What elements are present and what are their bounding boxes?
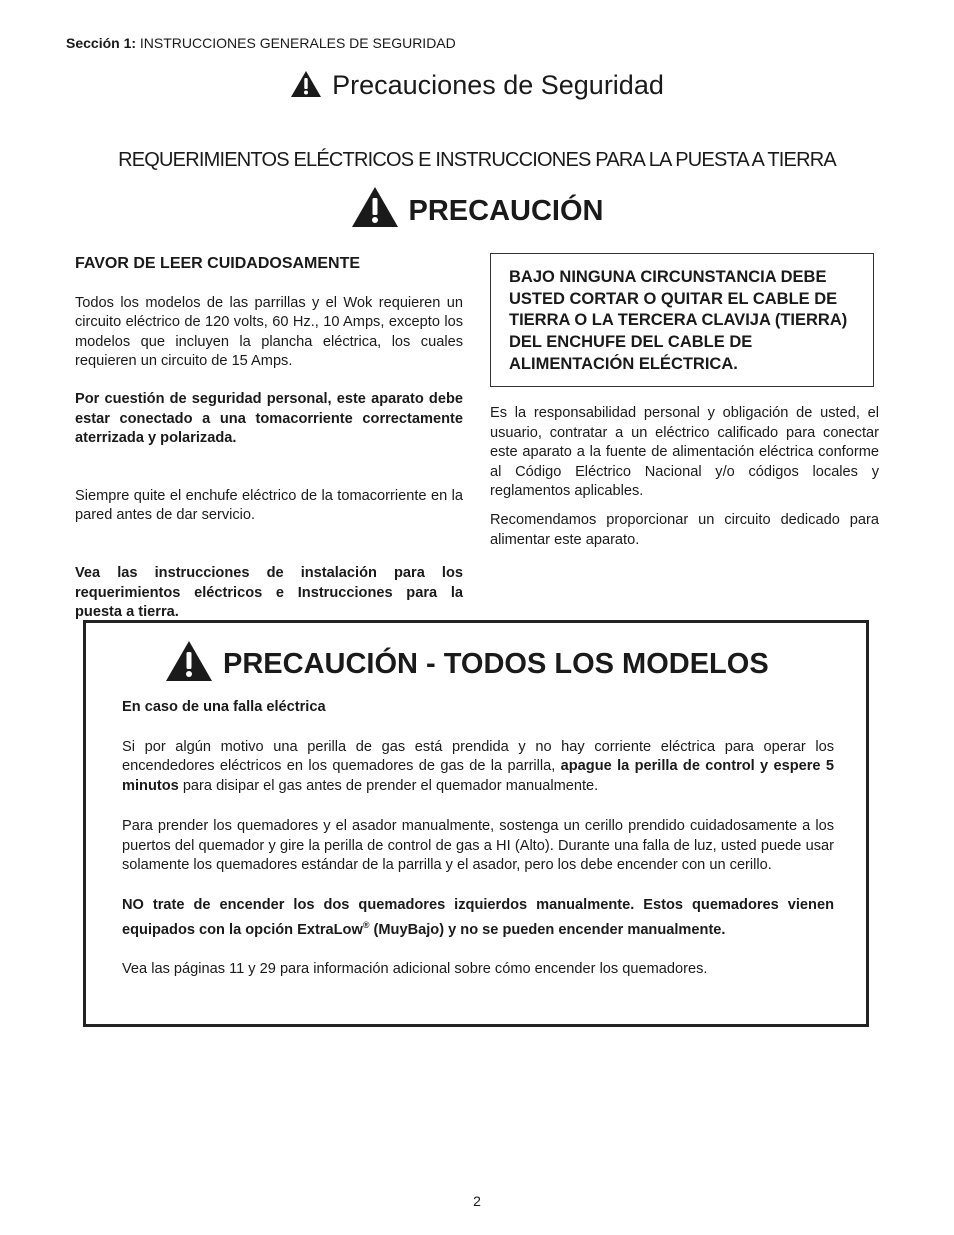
warning-triangle-icon — [290, 70, 322, 98]
paragraph-text: para disipar el gas antes de prender el quemador manualmente. — [178, 778, 599, 795]
left-heading: FAVOR DE LEER CUIDADOSAMENTE — [75, 255, 361, 272]
left-paragraph: Siempre quite el enchufe eléctrico de la tomacorriente en la pared antes de dar servicio. — [75, 487, 463, 524]
all-models-paragraph: Vea las páginas 11 y 29 para información adicional sobre cómo encender los quemadores. — [122, 961, 708, 978]
caution-heading-row — [0, 186, 954, 228]
paragraph-text: Si por algún motivo una perilla de gas está prendida y no hay corriente eléctrica para operar los encendedores eléctricos en los quemadores de gas de la parrilla, — [122, 738, 834, 775]
ground-warning-box: BAJO NINGUNA CIRCUNSTANCIA DEBE USTED CORTAR O QUITAR EL CABLE DE TIERRA O LA TERCERA CLAVIJA (TIERRA) DEL ENCHUFE DEL CABLE DE ALIMENTACIÓN ELÉCTRICA. — [490, 253, 874, 387]
all-models-paragraph: Para prender los quemadores y el asador manualmente, sostenga un cerillo prendido cuidadosamente a los puertos del quemador y gire la perilla de control de gas a HI (Alto). Durante una falla de luz, usted puede usar solamente los quemadores estándar de la parrilla y el asador, pero los debe encender con un cerillo. — [122, 817, 834, 874]
section-title: INSTRUCCIONES GENERALES DE SEGURIDAD — [139, 35, 456, 51]
page-number: 2 — [473, 1193, 481, 1209]
section-label: Sección 1: — [66, 35, 137, 51]
left-paragraph-bold: Por cuestión de seguridad personal, este aparato debe estar conectado a una tomacorriente correctamente aterrizada y polarizada. — [75, 390, 463, 447]
registered-mark: ® — [362, 919, 370, 930]
left-column — [75, 254, 463, 641]
all-models-subheading: En caso de una falla eléctrica — [122, 699, 326, 715]
right-paragraph: Es la responsabilidad personal y obligación de usted, el usuario, contratar a un eléctrico calificado para conectar este aparato a la fuente de alimentación eléctrica conforme al Código Eléctrico Nacional y/o códigos locales y reglamentos aplicables. — [490, 405, 879, 500]
all-models-paragraph-bold — [122, 896, 834, 940]
all-models-title-row — [165, 640, 769, 682]
all-models-paragraph — [122, 738, 834, 797]
left-paragraph-bold: Vea las instrucciones de instalación para los requerimientos eléctricos e Instrucciones para la puesta a tierra. — [75, 564, 463, 621]
warning-triangle-icon — [165, 640, 213, 682]
paragraph-bold-text: (MuyBajo) y no se pueden encender manualmente. — [369, 921, 726, 938]
paragraph-bold-text: apague la perilla de control y espere 5 minutos — [122, 758, 834, 795]
page-title-row — [0, 70, 954, 101]
subtitle: REQUERIMIENTOS ELÉCTRICOS E INSTRUCCIONES PARA LA PUESTA A TIERRA — [118, 149, 836, 171]
right-paragraph: Recomendamos proporcionar un circuito dedicado para alimentar este aparato. — [490, 511, 879, 548]
left-paragraph: Todos los modelos de las parrillas y el Wok requieren un circuito eléctrico de 120 volts, 60 Hz., 10 Amps, excepto los modelos que incluyen la plancha eléctrica, los cuales requieren un circuito de 15 Amps. — [75, 294, 463, 370]
warning-triangle-icon — [351, 186, 399, 228]
paragraph-bold-text: NO trate de encender los dos quemadores izquierdos manualmente. Estos quemadores vienen equipados con la opción ExtraLow — [122, 896, 834, 938]
right-column — [490, 404, 879, 559]
caution-title: PRECAUCIÓN — [408, 195, 604, 227]
page-title: Precauciones de Seguridad — [332, 70, 664, 100]
section-header — [66, 35, 456, 51]
all-models-title: PRECAUCIÓN - TODOS LOS MODELOS — [223, 648, 769, 680]
all-models-body — [122, 698, 834, 1000]
